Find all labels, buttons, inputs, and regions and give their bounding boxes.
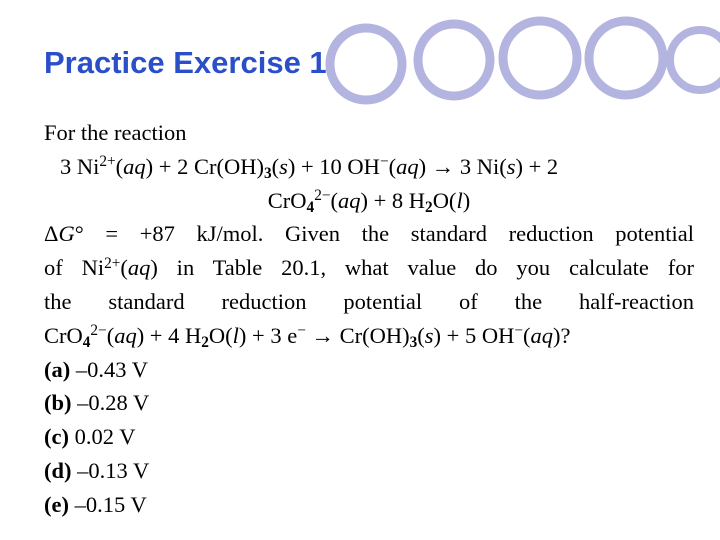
reaction-line-2: CrO$_4^{2-}$(aq) + 8 $H_2O(l)$ bbox=[267, 186, 471, 217]
ring-4 bbox=[589, 21, 663, 95]
question-line-2: of $Ni^{2+}(aq)$ in Table 20.1, what value do you calculate for bbox=[44, 254, 694, 281]
ring-3 bbox=[503, 21, 577, 95]
option-value: –0.43 V bbox=[75, 356, 148, 382]
question-line-1: ΔG° = +87 kJ/mol. Given the standard reduction potential bbox=[44, 221, 694, 247]
ring-2 bbox=[418, 24, 490, 96]
ring-5 bbox=[670, 30, 720, 90]
option-a bbox=[44, 353, 694, 387]
ring-1 bbox=[330, 28, 402, 100]
exercise-body bbox=[44, 116, 694, 522]
option-label: (a) bbox=[44, 356, 71, 382]
option-value: –0.13 V bbox=[77, 457, 150, 483]
option-b bbox=[44, 386, 694, 420]
option-e bbox=[44, 488, 694, 522]
page-title: Practice Exercise 1 bbox=[44, 45, 327, 80]
half-reaction-line: CrO$_4^{2-}$(aq) + 4 $H_2O(l) + 3$ $e^- \to Cr(OH)_3(s) + 5$ OH−(aq)? bbox=[44, 322, 571, 352]
option-label: (d) bbox=[44, 457, 72, 483]
option-d bbox=[44, 454, 694, 488]
intro-line: For the reaction bbox=[44, 120, 187, 145]
option-c bbox=[44, 420, 694, 454]
option-value: –0.28 V bbox=[77, 390, 150, 416]
option-label: (c) bbox=[44, 424, 69, 450]
option-value: –0.15 V bbox=[74, 491, 147, 517]
option-label: (e) bbox=[44, 491, 69, 517]
option-label: (b) bbox=[44, 390, 72, 416]
question-line-3: the standard reduction potential of the half-reaction bbox=[44, 288, 694, 314]
reaction-line-1: 3 $Ni^{2+}(aq) + 2$ $Cr(OH)_3(s) + 10$ OH−(aq) → 3 Ni(s) + 2 bbox=[60, 153, 559, 183]
option-value: 0.02 V bbox=[74, 424, 136, 450]
